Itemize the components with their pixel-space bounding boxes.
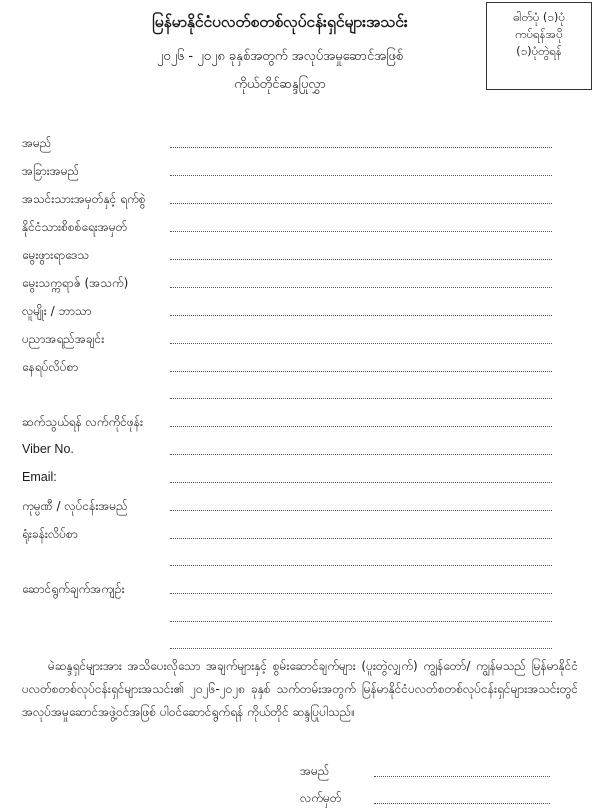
fill-line[interactable] [170, 343, 552, 344]
field-row-address [0, 359, 600, 379]
photo-box-line: ဓါတ်ပုံ (၁)ပုံ [513, 10, 565, 24]
form-subtitle: ကိုယ်တိုင်ဆန္ဒပြုလွှာ [234, 77, 326, 92]
field-label: ဆက်သွယ်ရန် လက်ကိုင်ဖုန်း [22, 415, 144, 429]
fill-line[interactable] [170, 538, 552, 539]
fill-line[interactable] [170, 287, 552, 288]
form-title: မြန်မာနိုင်ငံပလတ်စတစ်လုပ်ငန်းရှင်များအသင်း [152, 13, 408, 31]
field-row-dob [0, 275, 600, 295]
signature-name-label: အမည် [300, 764, 330, 778]
field-row-alias [0, 163, 600, 183]
fill-line[interactable] [170, 482, 552, 483]
fill-line[interactable] [170, 175, 552, 176]
field-row-achievements-cont [0, 609, 600, 629]
fill-line[interactable] [170, 426, 552, 427]
field-label: အသင်းသားအမှတ်နှင့် ရက်စွဲ [22, 192, 146, 206]
field-row-email [0, 470, 600, 490]
form-term: ၂၀၂၆ - ၂၀၂၈ ခုနှစ်အတွက် အလုပ်အမှုဆောင်အဖြစ် [156, 49, 404, 64]
field-row-name [0, 135, 600, 155]
field-row-address-cont [0, 386, 600, 406]
field-row-company [0, 498, 600, 518]
field-label: နိုင်ငံသားစိစစ်ရေးအမှတ် [22, 220, 128, 234]
field-label: Email: [22, 470, 57, 484]
field-label: လူမျိုး / ဘာသာ [22, 304, 92, 318]
photo-box-line: (၁)ပုံတွဲရန် [516, 44, 562, 58]
fill-line[interactable] [170, 510, 552, 511]
declaration-text: မဲဆန္ဒရှင်များအား အသိပေးလိုသော အချက်များနှင့် စွမ်းဆောင်ချက်များ (ပူးတွဲလျှက်) ကျွန်တော်/ ကျွန်မသည် မြန်မာနိုင်ငံပလတ်စတစ်လုပ်ငန်းရှင်များအသင်း၏ ၂၀၂၆-၂၀၂၈ ခုနှစ် သက်တမ်းအတွက် မြန်မာနိုင်ငံပလတ်စတစ်လုပ်ငန်းရှင်များအသင်းတွင် အလုပ်အမှုဆောင်အဖွဲ့ဝင်အဖြစ် ပါဝင်ဆောင်ရွက်ရန် ကိုယ်တိုင် ဆန္ဒပြုပါသည်။ [22, 659, 578, 719]
fill-line[interactable] [170, 203, 552, 204]
fill-line[interactable] [170, 454, 552, 455]
fill-line[interactable] [170, 259, 552, 260]
field-label: နေရပ်လိပ်စာ [22, 360, 79, 374]
field-row-office-address-cont [0, 553, 600, 573]
field-row-phone [0, 414, 600, 434]
fill-line[interactable] [170, 398, 552, 399]
photo-box-line: ကပ်ရန်အပို [515, 27, 563, 41]
fill-line[interactable] [170, 231, 552, 232]
photo-box [486, 2, 592, 90]
field-row-achievements [0, 581, 600, 601]
signature-sign-line[interactable] [374, 803, 550, 804]
field-row-education [0, 331, 600, 351]
field-label: ရုံးခန်းလိပ်စာ [22, 527, 78, 541]
field-label: ဆောင်ရွက်ချက်အကျဉ်း [22, 582, 125, 596]
field-label: အခြားအမည် [22, 164, 80, 178]
fill-line[interactable] [170, 315, 552, 316]
fill-line[interactable] [170, 648, 552, 649]
declaration-paragraph [22, 655, 578, 724]
field-label: ပညာအရည်အချင်း [22, 332, 105, 346]
field-label: ကုမ္ပဏီ / လုပ်ငန်းအမည် [22, 499, 128, 513]
fill-line[interactable] [170, 565, 552, 566]
field-row-achievements-cont [0, 636, 600, 656]
field-row-viber [0, 442, 600, 462]
field-label: မွေးသက္ကရာဇ် (အသက်) [22, 276, 129, 290]
fill-line[interactable] [170, 593, 552, 594]
field-row-office-address [0, 526, 600, 546]
fill-line[interactable] [170, 621, 552, 622]
signature-name-line[interactable] [374, 776, 550, 777]
field-label: အမည် [22, 136, 52, 150]
field-row-race-religion [0, 303, 600, 323]
field-label: Viber No. [22, 442, 74, 456]
field-row-birthplace [0, 247, 600, 267]
fill-line[interactable] [170, 371, 552, 372]
field-row-member-no [0, 191, 600, 211]
fill-line[interactable] [170, 147, 552, 148]
field-label: မွေးဖွားရာဒေသ [22, 248, 89, 262]
field-row-nrc [0, 219, 600, 239]
signature-sign-label: လက်မှတ် [300, 791, 342, 805]
